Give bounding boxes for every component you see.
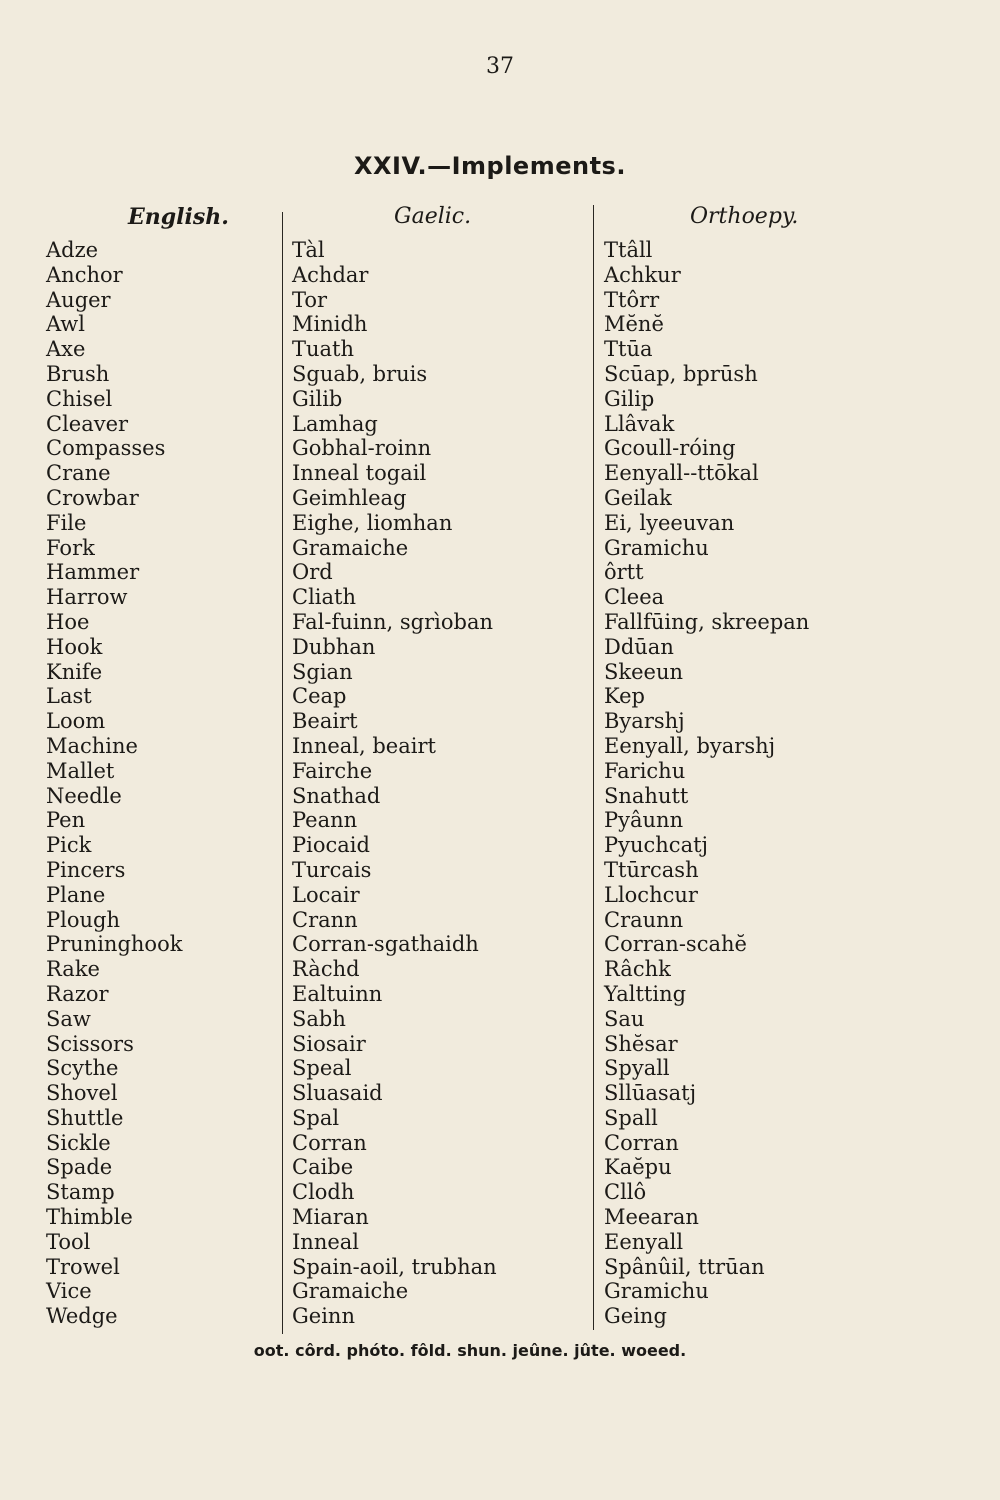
english-term: Razor [46,981,109,1006]
orthoepy-term: Farichu [604,758,686,783]
orthoepy-term: Shĕsar [604,1031,678,1056]
orthoepy-term: Geilak [604,485,672,510]
english-term: Anchor [46,262,123,287]
gaelic-term: Tuath [292,337,355,362]
english-term: Spade [46,1155,113,1180]
orthoepy-term: Spânûil, ttrūan [604,1254,765,1279]
pronunciation-key-footer: oot. côrd. phóto. fôld. shun. jeûne. jûte. woeed. [253,1341,687,1360]
orthoepy-term: Craunn [604,907,684,932]
english-term: Stamp [46,1180,115,1205]
orthoepy-term: Sllūasatj [604,1081,697,1106]
orthoepy-term: Gramichu [604,1279,709,1304]
english-term: Adze [46,238,99,262]
table-row [0,1230,1000,1255]
gaelic-term: Sluasaid [292,1081,383,1106]
gaelic-term: Dubhan [292,634,376,659]
english-term: Wedge [46,1304,118,1329]
english-term: Crane [46,461,111,486]
gaelic-term: Sguab, bruis [292,361,428,386]
page-number: 37 [486,54,514,79]
orthoepy-term: Sau [604,1006,645,1031]
orthoepy-term: Kep [604,684,645,709]
gaelic-term: Geinn [292,1304,355,1329]
gaelic-term: Siosair [292,1031,366,1056]
table-row [0,759,1000,784]
orthoepy-term: Spyall [604,1056,670,1081]
gaelic-term: Gobhal-roinn [292,436,432,461]
orthoepy-term: Ttūa [604,337,653,362]
table-row [0,883,1000,908]
table-row [0,1081,1000,1106]
table-row [0,1180,1000,1205]
table-row [0,461,1000,486]
table-row [0,536,1000,561]
orthoepy-term: Fallfūing, skreepan [604,609,810,634]
table-row [0,387,1000,412]
orthoepy-term: Cleea [604,585,665,610]
gaelic-term: Beairt [292,709,358,734]
english-term: Pen [46,808,86,833]
table-row [0,684,1000,709]
table-row [0,288,1000,313]
english-term: Thimble [46,1205,133,1230]
table-row [0,932,1000,957]
gaelic-term: Fal-fuinn, sgrìoban [292,609,493,634]
english-term: Shuttle [46,1105,124,1130]
gaelic-term: Eighe, liomhan [292,510,453,535]
english-term: Machine [46,733,138,758]
english-term: Cleaver [46,411,129,436]
orthoepy-term: Gcoull-róing [604,436,736,461]
english-term: Awl [46,312,85,337]
table-row [0,784,1000,809]
orthoepy-term: Snahutt [604,783,689,808]
orthoepy-term: Corran [604,1130,679,1155]
gaelic-term: Miaran [292,1205,369,1230]
gaelic-term: Ord [292,560,333,585]
table-row [0,1205,1000,1230]
gaelic-term: Snathad [292,783,381,808]
section-title: XXIV.—Implements. [354,152,626,180]
english-term: Saw [46,1006,91,1031]
english-term: Pruninghook [46,932,183,957]
orthoepy-term: Gramichu [604,535,709,560]
gaelic-term: Locair [292,882,360,907]
table-row [0,833,1000,858]
table-row [0,560,1000,585]
table-row [0,1007,1000,1032]
english-term: Fork [46,535,95,560]
table-row [0,362,1000,387]
table-row [0,709,1000,734]
english-term: File [46,510,87,535]
orthoepy-term: Mĕnĕ [604,312,664,337]
gaelic-term: Fairche [292,758,373,783]
orthoepy-term: Ttôrr [604,287,660,312]
table-row [0,610,1000,635]
english-term: Plough [46,907,120,932]
table-row [0,238,1000,263]
english-term: Brush [46,361,110,386]
gaelic-term: Achdar [292,262,369,287]
gaelic-term: Turcais [292,857,372,882]
gaelic-term: Gramaiche [292,535,409,560]
english-term: Scissors [46,1031,134,1056]
orthoepy-term: Meearan [604,1205,699,1230]
table-row [0,1056,1000,1081]
gaelic-term: Lamhag [292,411,378,436]
english-term: Axe [46,337,86,362]
english-term: Plane [46,882,106,907]
gaelic-term: Speal [292,1056,352,1081]
english-term: Sickle [46,1130,111,1155]
english-term: Trowel [46,1254,120,1279]
column-header-orthoepy: Orthoepy. [690,204,799,229]
table-row [0,908,1000,933]
table-row [0,1304,1000,1329]
table-row [0,312,1000,337]
table-row [0,635,1000,660]
vocabulary-table [0,238,1000,1329]
table-row [0,412,1000,437]
gaelic-term: Tàl [292,238,325,262]
english-term: Crowbar [46,485,139,510]
table-row [0,436,1000,461]
gaelic-term: Gramaiche [292,1279,409,1304]
table-row [0,957,1000,982]
table-row [0,1032,1000,1057]
gaelic-term: Spal [292,1105,340,1130]
table-row [0,1155,1000,1180]
table-row [0,808,1000,833]
orthoepy-term: Ei, lyeeuvan [604,510,735,535]
table-row [0,858,1000,883]
gaelic-term: Ceap [292,684,347,709]
orthoepy-term: Gilip [604,386,655,411]
english-term: Harrow [46,585,128,610]
english-term: Shovel [46,1081,118,1106]
orthoepy-term: Pyâunn [604,808,684,833]
gaelic-term: Ealtuinn [292,981,383,1006]
table-row [0,486,1000,511]
table-row [0,1255,1000,1280]
gaelic-term: Crann [292,907,358,932]
orthoepy-term: Kaĕpu [604,1155,672,1180]
orthoepy-term: Ddūan [604,634,674,659]
orthoepy-term: ôrtt [604,560,644,585]
orthoepy-term: Spall [604,1105,658,1130]
gaelic-term: Sgian [292,659,353,684]
table-row [0,982,1000,1007]
gaelic-term: Caibe [292,1155,354,1180]
english-term: Hoe [46,609,90,634]
orthoepy-term: Llochcur [604,882,698,907]
english-term: Mallet [46,758,115,783]
gaelic-term: Clodh [292,1180,355,1205]
gaelic-term: Corran-sgathaidh [292,932,479,957]
orthoepy-term: Ttâll [604,238,653,262]
table-row [0,511,1000,536]
orthoepy-term: Eenyall, byarshj [604,733,776,758]
table-row [0,1131,1000,1156]
english-term: Needle [46,783,122,808]
english-term: Loom [46,709,106,734]
orthoepy-term: Llâvak [604,411,675,436]
gaelic-term: Peann [292,808,358,833]
orthoepy-term: Ttūrcash [604,857,699,882]
english-term: Last [46,684,92,709]
english-term: Pincers [46,857,126,882]
orthoepy-term: Geing [604,1304,667,1329]
orthoepy-term: Pyuchcatj [604,833,709,858]
orthoepy-term: Eenyall--ttōkal [604,461,759,486]
table-row [0,337,1000,362]
orthoepy-term: Râchk [604,957,671,982]
orthoepy-term: Corran-scahĕ [604,932,747,957]
gaelic-term: Piocaid [292,833,370,858]
english-term: Rake [46,957,100,982]
orthoepy-term: Yaltting [604,981,687,1006]
table-row [0,734,1000,759]
gaelic-term: Cliath [292,585,356,610]
gaelic-term: Minidh [292,312,368,337]
english-term: Tool [46,1229,91,1254]
gaelic-term: Sabh [292,1006,346,1031]
english-term: Pick [46,833,92,858]
gaelic-term: Gilib [292,386,343,411]
gaelic-term: Inneal, beairt [292,733,436,758]
orthoepy-term: Skeeun [604,659,684,684]
orthoepy-term: Byarshj [604,709,685,734]
english-term: Scythe [46,1056,119,1081]
column-header-gaelic: Gaelic. [394,204,472,229]
english-term: Compasses [46,436,166,461]
orthoepy-term: Achkur [604,262,681,287]
table-row [0,585,1000,610]
gaelic-term: Spain-aoil, trubhan [292,1254,497,1279]
table-row [0,263,1000,288]
english-term: Knife [46,659,103,684]
english-term: Hook [46,634,103,659]
english-term: Hammer [46,560,140,585]
orthoepy-term: Scūap, bprūsh [604,361,758,386]
gaelic-term: Geimhleag [292,485,407,510]
orthoepy-term: Eenyall [604,1229,684,1254]
gaelic-term: Inneal [292,1229,360,1254]
english-term: Vice [46,1279,92,1304]
english-term: Chisel [46,386,113,411]
gaelic-term: Corran [292,1130,367,1155]
english-term: Auger [46,287,111,312]
orthoepy-term: Cllô [604,1180,647,1205]
gaelic-term: Ràchd [292,957,360,982]
column-header-english: English. [128,204,229,230]
gaelic-term: Tor [292,287,328,312]
table-row [0,660,1000,685]
gaelic-term: Inneal togail [292,461,427,486]
table-row [0,1106,1000,1131]
table-row [0,1279,1000,1304]
